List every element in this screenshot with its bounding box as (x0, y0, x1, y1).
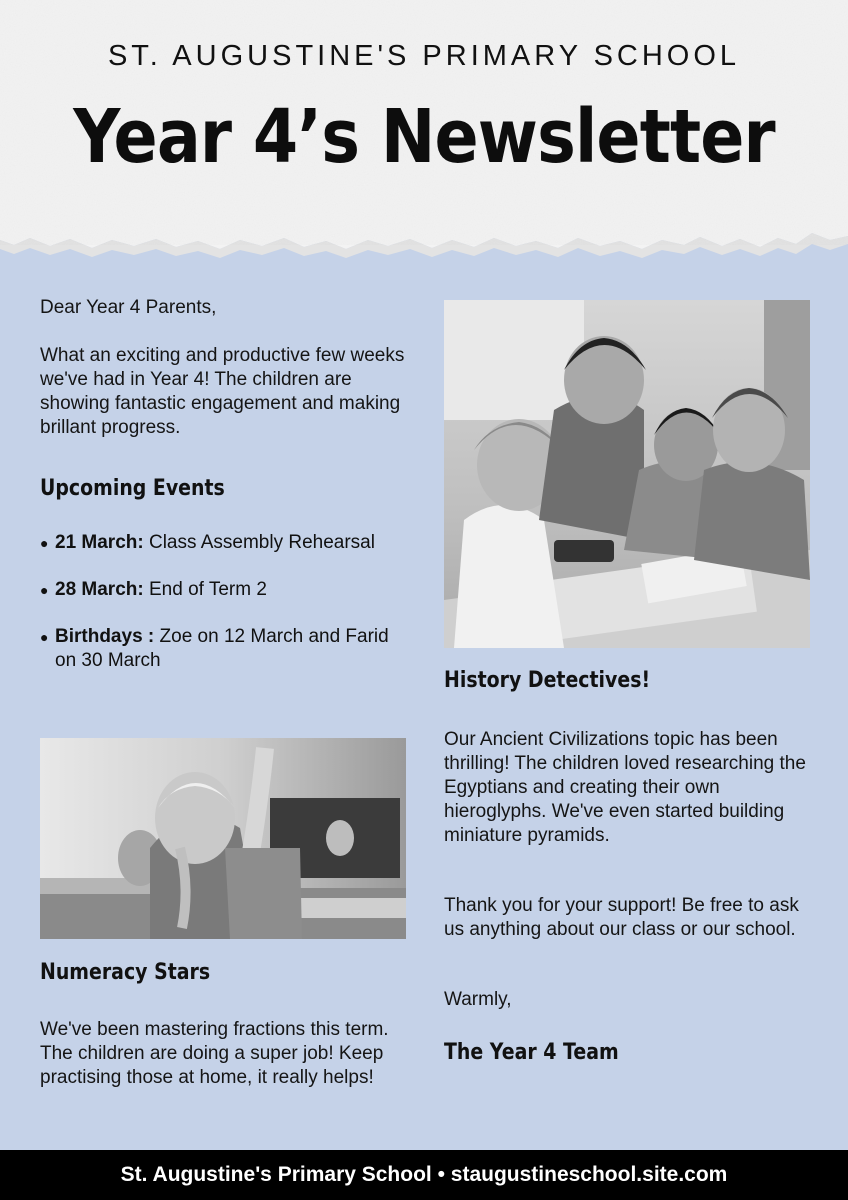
numeracy-heading: Numeracy Stars (40, 960, 211, 985)
footer-text: St. Augustine's Primary School • staugustineschool.site.com (120, 1163, 728, 1186)
classroom-photo (40, 738, 406, 939)
event-text: Zoe on 12 March and Farid on 30 March (55, 626, 389, 671)
event-text: Class Assembly Rehearsal (143, 532, 375, 553)
event-date: 28 March: (55, 579, 144, 600)
greeting: Dear Year 4 Parents, (40, 297, 217, 318)
newsletter-header (0, 0, 848, 262)
intro-paragraph: What an exciting and productive few weeks we've had in Year 4! The children are showing fantastic engagement and making brillant progress. (40, 345, 405, 438)
event-date: Birthdays : (55, 626, 155, 647)
left-column (40, 296, 406, 1088)
bullet-icon: ● (40, 629, 49, 645)
newsletter-title: Year 4’s Newsletter (73, 94, 775, 180)
event-item (40, 531, 406, 555)
event-text: End of Term 2 (143, 579, 267, 600)
children-photo (444, 300, 810, 648)
numeracy-paragraph: We've been mastering fractions this term. The children are doing a super job! Keep practising those at home, it really helps! (40, 1019, 389, 1088)
bullet-icon: ● (40, 582, 49, 598)
signature: The Year 4 Team (444, 1040, 619, 1065)
bullet-icon: ● (40, 535, 49, 551)
history-heading: History Detectives! (444, 668, 651, 693)
event-item (40, 578, 406, 602)
signoff: Warmly, (444, 989, 512, 1010)
school-name: ST. AUGUSTINE'S PRIMARY SCHOOL (107, 40, 741, 72)
event-date: 21 March: (55, 532, 144, 553)
history-paragraph: Our Ancient Civilizations topic has been thrilling! The children loved researching the Egyptians and creating their own hieroglyphs. We've even started building miniature pyramids. (444, 729, 806, 846)
footer-bar (0, 1150, 848, 1200)
thanks-paragraph: Thank you for your support! Be free to ask us anything about our class or our school. (444, 895, 799, 940)
events-list (40, 531, 406, 673)
upcoming-events-heading: Upcoming Events (40, 476, 225, 501)
event-item (40, 625, 406, 673)
right-column (444, 300, 810, 1065)
